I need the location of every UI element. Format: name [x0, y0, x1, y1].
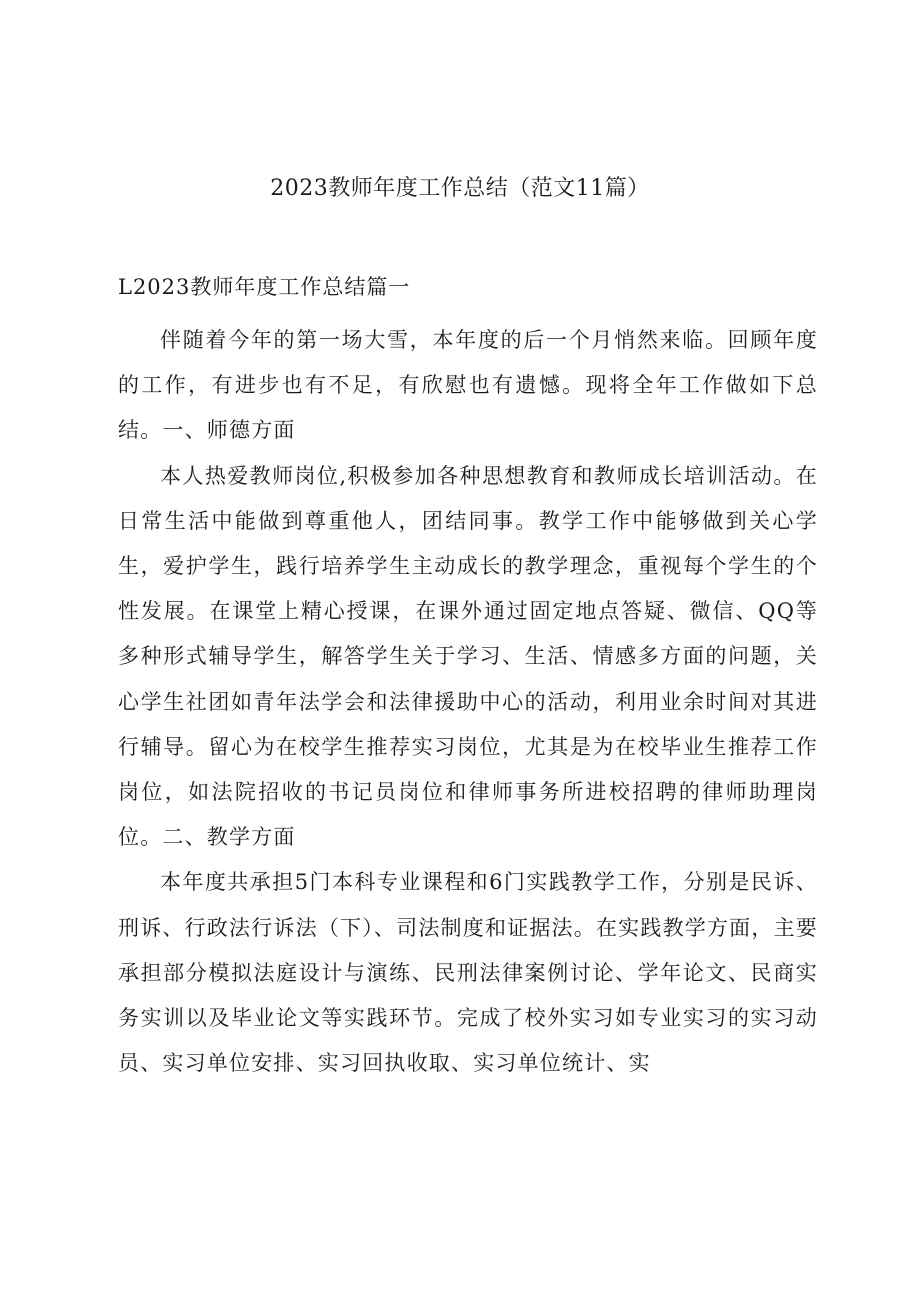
paragraph: 本人热爱教师岗位,积极参加各种思想教育和教师成长培训活动。在日常生活中能做到尊重他人，团结同事。教学工作中能够做到关心学生，爱护学生，践行培养学生主动成长的教学理念，重视每个学生的个性发展。在课堂上精心授课，在课外通过固定地点答疑、微信、QQ等多种形式辅导学生，解答学生关于学习、生活、情感多方面的问题，关心学生社团如青年法学会和法律援助中心的活动，利用业余时间对其进行辅导。留心为在校学生推荐实习岗位，尤其是为在校毕业生推荐工作岗位，如法院招收的书记员岗位和律师事务所进校招聘的律师助理岗位。二、教学方面: [118, 463, 818, 850]
section-heading: L2023教师年度工作总结篇一: [118, 275, 411, 299]
paragraph: 伴随着今年的第一场大雪，本年度的后一个月悄然来临。回顾年度的工作，有进步也有不足，有欣慰也有遗憾。现将全年工作做如下总结。一、师德方面: [118, 328, 818, 443]
document-title: 2023教师年度工作总结（范文11篇）: [270, 176, 650, 201]
paragraph: 本年度共承担5门本科专业课程和6门实践教学工作，分别是民诉、刑诉、行政法行诉法（下）、司法制度和证据法。在实践教学方面，主要承担部分模拟法庭设计与演练、民刑法律案例讨论、学年论文、民商实务实训以及毕业论文等实践环节。完成了校外实习如专业实习的实习动员、实习单位安排、实习回执收取、实习单位统计、实: [118, 870, 818, 1076]
document-body: [118, 318, 818, 1086]
